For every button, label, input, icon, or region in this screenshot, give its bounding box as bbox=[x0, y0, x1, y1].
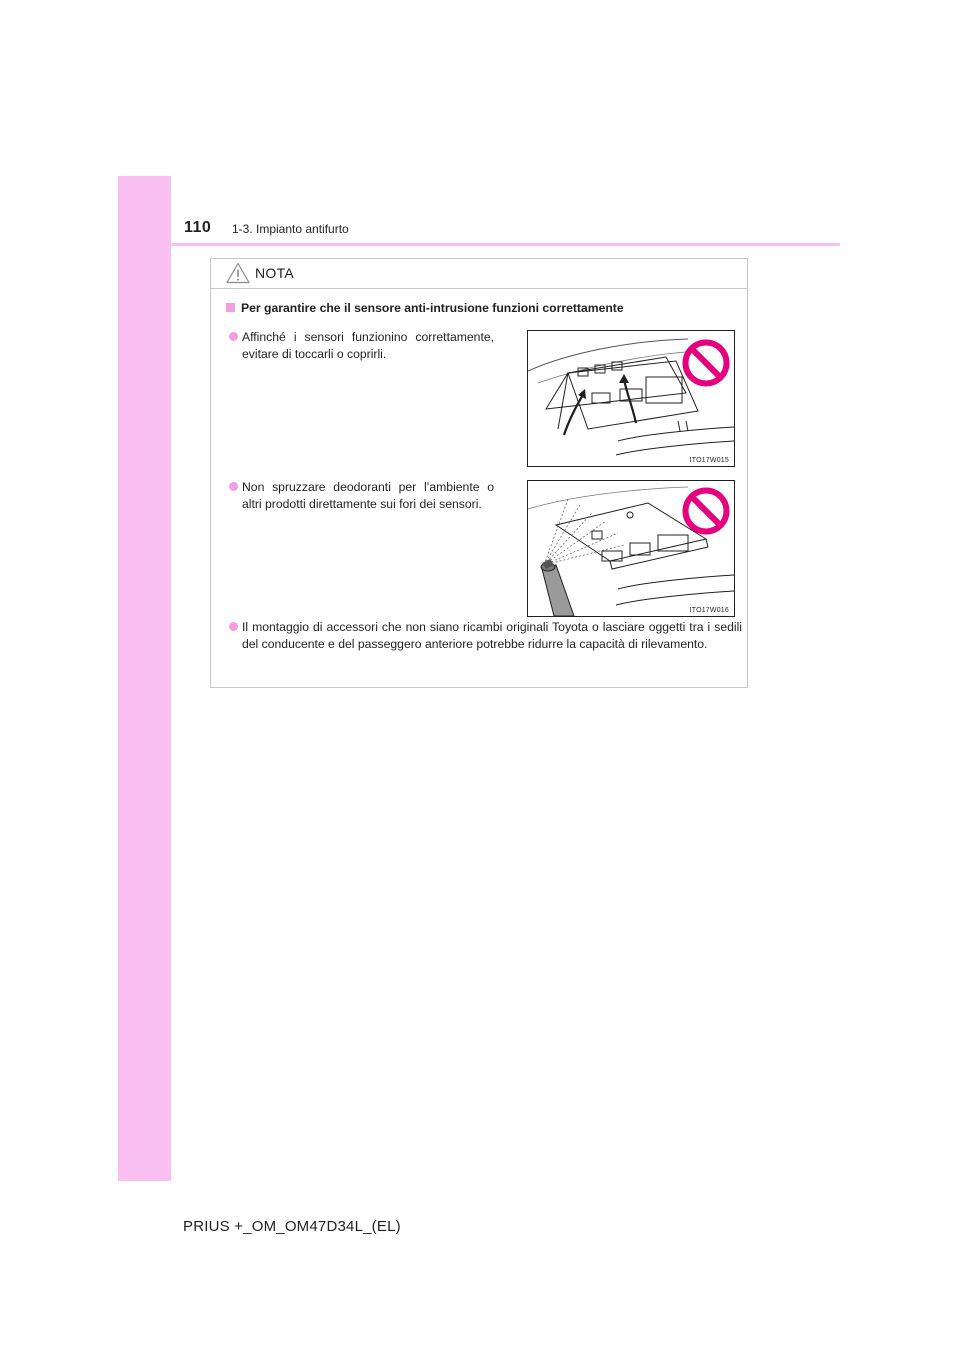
illustration-spray bbox=[527, 480, 735, 617]
header-rule bbox=[118, 243, 840, 246]
caution-label: NOTA bbox=[255, 265, 295, 281]
bullet-dot-icon bbox=[229, 482, 238, 491]
caution-box bbox=[210, 258, 748, 688]
section-title: 1-3. Impianto antifurto bbox=[232, 222, 349, 236]
footer-model-code: PRIUS +_OM_OM47D34L_(EL) bbox=[183, 1218, 401, 1235]
caution-heading-text: Per garantire che il sensore anti-intrusione funzioni correttamente bbox=[241, 301, 624, 315]
caution-heading bbox=[226, 301, 624, 315]
page-number: 110 bbox=[184, 219, 212, 236]
bullet-dot-icon bbox=[229, 622, 238, 631]
list-item-text: Il montaggio di accessori che non siano ricambi originali Toyota o lasciare oggetti tra i sedili del conducente e del passeggero anteriore potrebbe ridurre la capacità di rilevamento. bbox=[242, 620, 742, 651]
caution-header bbox=[211, 259, 747, 289]
figure-code: ITO17W016 bbox=[689, 607, 729, 614]
bullet-dot-icon bbox=[229, 332, 238, 341]
list-item bbox=[242, 619, 742, 653]
list-item-text: Affinché i sensori funzionino correttamente, evitare di toccarli o coprirli. bbox=[242, 330, 494, 361]
list-item bbox=[242, 329, 494, 363]
side-color-band bbox=[118, 176, 171, 1181]
warning-triangle-icon bbox=[226, 262, 250, 284]
square-bullet-icon bbox=[226, 303, 235, 312]
list-item-text: Non spruzzare deodoranti per l’ambiente o altri prodotti direttamente sui fori dei sensori. bbox=[242, 480, 494, 511]
prohibition-sign-icon bbox=[682, 339, 730, 387]
list-item bbox=[242, 479, 494, 513]
figure-code: ITO17W015 bbox=[689, 457, 729, 464]
prohibition-sign-icon bbox=[682, 487, 730, 535]
illustration-sensor-touch bbox=[527, 330, 735, 467]
